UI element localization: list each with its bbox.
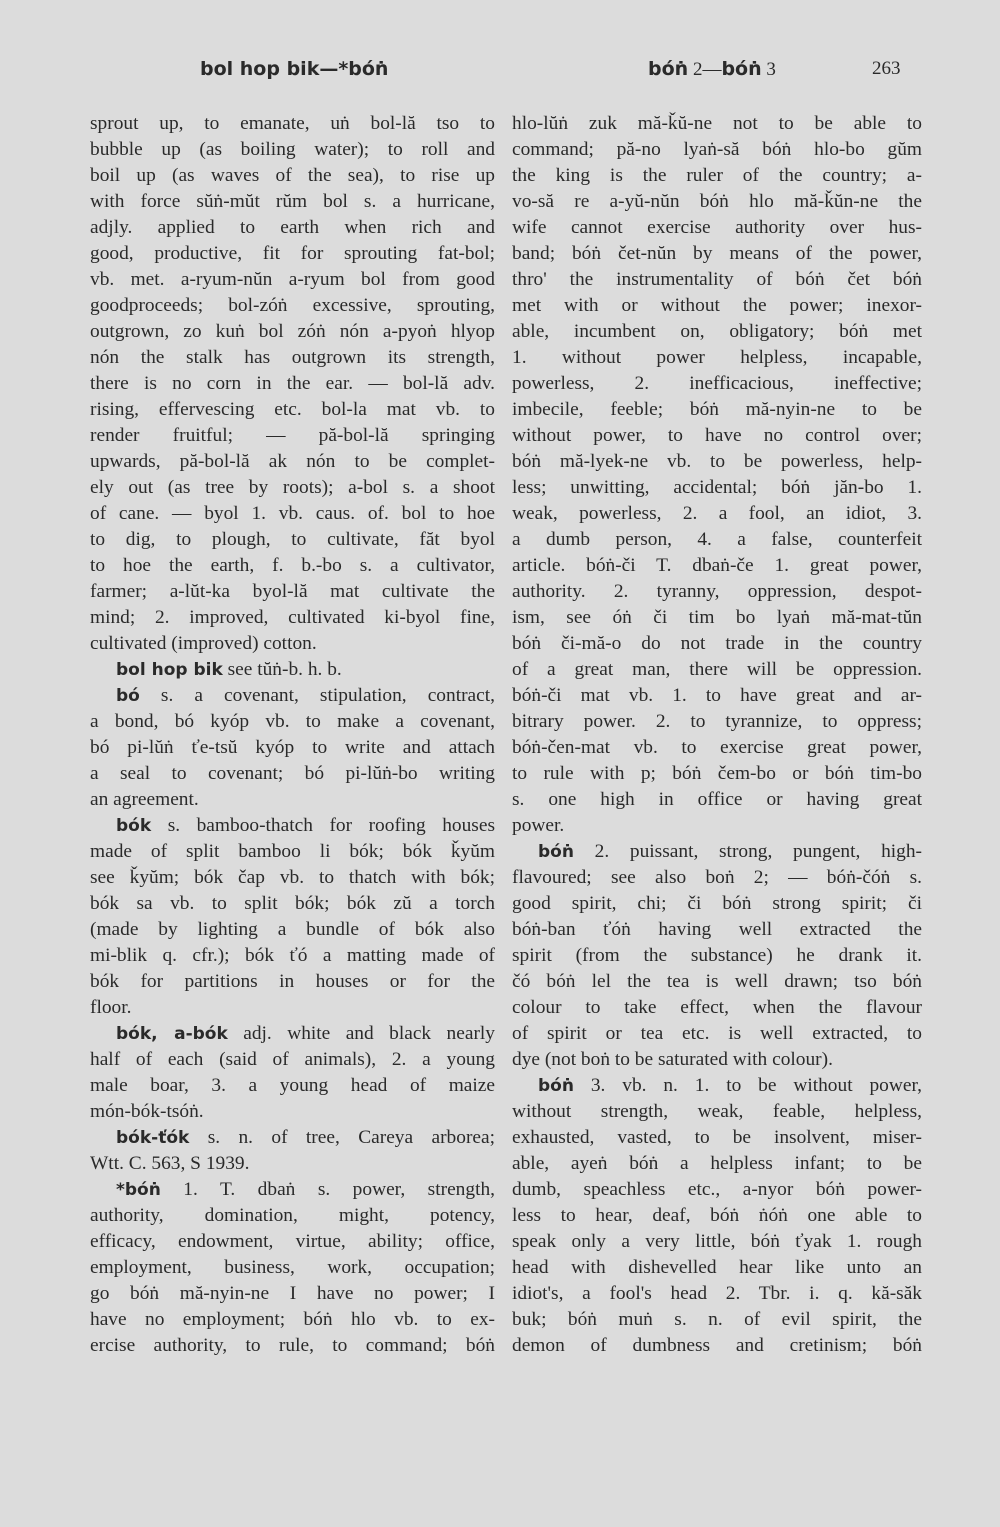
text-line (512, 579, 922, 605)
line-text: powerless, 2. inefficacious, ineffective; (512, 373, 922, 394)
text-line (90, 761, 495, 787)
line-text: band; bóṅ čet-nŭn by means of the power, (512, 243, 922, 264)
text-line (90, 969, 495, 995)
line-text: met with or without the power; inexor- (512, 295, 922, 316)
line-text: 1. without power helpless, incapable, (512, 347, 922, 368)
line-text: employment, business, work, occupation; (90, 1257, 495, 1278)
text-line (90, 293, 495, 319)
line-text: see ǩyŭm; bók čap vb. to thatch with bók; (90, 867, 495, 888)
text-line (90, 605, 495, 631)
line-text: male boar, 3. a young head of maize (90, 1075, 495, 1096)
text-line (512, 1047, 922, 1073)
text-line (90, 449, 495, 475)
text-line (90, 241, 495, 267)
text-line (90, 553, 495, 579)
text-line (512, 917, 922, 943)
headword: bók-ťók (116, 1128, 190, 1148)
line-text: good, productive, fit for sprouting fat-bol; (90, 243, 495, 264)
text-line (512, 449, 922, 475)
text-line (512, 813, 922, 839)
line-text: bók sa vb. to split bók; bók zŭ a torch (90, 893, 495, 914)
text-line (90, 1047, 495, 1073)
text-line (512, 865, 922, 891)
text-line (512, 1099, 922, 1125)
text-line (512, 423, 922, 449)
text-line (512, 345, 922, 371)
text-line (90, 501, 495, 527)
text-line (512, 111, 922, 137)
text-line (90, 917, 495, 943)
line-text: dye (not boṅ to be saturated with colour). (512, 1049, 833, 1070)
line-text: there is no corn in the ear. — bol-lă adv. (90, 373, 495, 394)
line-text: to hoe the earth, f. b.-bo s. a cultivator, (90, 555, 495, 576)
line-text: command; pă-no lyaṅ-să bóṅ hlo-bo gŭm (512, 139, 922, 160)
text-line (90, 1255, 495, 1281)
text-line (90, 345, 495, 371)
text-line (90, 163, 495, 189)
line-text: floor. (90, 997, 132, 1018)
headword: *bóṅ (116, 1180, 161, 1200)
entry-start-line (90, 1177, 495, 1203)
text-line (512, 397, 922, 423)
line-text: head with dishevelled hear like unto an (512, 1257, 922, 1278)
line-text: authority, domination, might, potency, (90, 1205, 495, 1226)
text-line (90, 995, 495, 1021)
left-column (90, 111, 495, 1359)
text-line (512, 475, 922, 501)
text-line (90, 735, 495, 761)
text-line (90, 527, 495, 553)
headword: bó (116, 686, 140, 706)
headword: bol hop bik (116, 660, 223, 680)
text-line (512, 709, 922, 735)
line-text: mind; 2. improved, cultivated ki-byol fine, (90, 607, 495, 628)
line-text: speak only a very little, bóṅ ťyak 1. rough (512, 1231, 922, 1252)
entry-start-line (512, 1073, 922, 1099)
page-number: 263 (872, 58, 901, 79)
text-line (512, 1151, 922, 1177)
line-text: hlo-lŭṅ zuk mă-ǩŭ-ne not to be able to (512, 113, 922, 134)
headword: bók, a-bók (116, 1024, 228, 1044)
line-text: bóṅ-čen-mat vb. to exercise great power, (512, 737, 922, 758)
line-text: go bóṅ mă-nyin-ne I have no power; I (90, 1283, 495, 1304)
line-text: render fruitful; — pă-bol-lă springing (90, 425, 495, 446)
text-line (90, 423, 495, 449)
text-line (512, 943, 922, 969)
text-line (90, 1099, 495, 1125)
line-text: sprout up, to emanate, uṅ bol-lă tso to (90, 113, 495, 134)
line-text: s. one high in office or having great (512, 789, 922, 810)
line-text: bóṅ-ban ťóṅ having well extracted the (512, 919, 922, 940)
line-text: goodproceeds; bol-zóṅ excessive, sprouting, (90, 295, 495, 316)
line-text: of spirit or tea etc. is well extracted, to (512, 1023, 922, 1044)
line-text: ism, see óṅ či tim bo lyaṅ mă-mat-tŭn (512, 607, 922, 628)
text-line (90, 787, 495, 813)
text-line (512, 371, 922, 397)
line-text: wife cannot exercise authority over hus- (512, 217, 922, 238)
entry-start-line (90, 813, 495, 839)
text-line (90, 1203, 495, 1229)
text-line (512, 553, 922, 579)
line-text: s. a covenant, stipulation, contract, (139, 685, 495, 706)
text-line (512, 1203, 922, 1229)
text-line (90, 397, 495, 423)
text-line (512, 241, 922, 267)
text-line (512, 735, 922, 761)
line-text: ely out (as tree by roots); a-bol s. a shoot (90, 477, 495, 498)
line-text: món-bók-tsóṅ. (90, 1101, 204, 1122)
line-text: 1. T. dbaṅ s. power, strength, (160, 1179, 495, 1200)
text-line (512, 1177, 922, 1203)
line-text: half of each (said of animals), 2. a young (90, 1049, 495, 1070)
line-text: able, incumbent on, obligatory; bóṅ met (512, 321, 922, 342)
line-text: with force sŭṅ-mŭt rŭm bol s. a hurricane, (90, 191, 495, 212)
text-line (512, 683, 922, 709)
line-text: vb. met. a-ryum-nŭn a-ryum bol from good (90, 269, 495, 290)
entry-start-line (90, 1021, 495, 1047)
line-text: adjly. applied to earth when rich and (90, 217, 495, 238)
header-right-headword-2: bóṅ (721, 58, 762, 80)
line-text: bitrary power. 2. to tyrannize, to oppress; (512, 711, 922, 732)
running-head (0, 58, 1000, 90)
text-line (512, 1307, 922, 1333)
text-line (512, 787, 922, 813)
line-text: of cane. — byol 1. vb. caus. of. bol to hoe (90, 503, 495, 524)
line-text: authority. 2. tyranny, oppression, despot- (512, 581, 922, 602)
text-line (90, 267, 495, 293)
text-line (512, 631, 922, 657)
text-line (512, 1021, 922, 1047)
line-text: a seal to covenant; bó pi-lŭṅ-bo writing (90, 763, 495, 784)
line-text: the king is the ruler of the country; a- (512, 165, 922, 186)
text-line (90, 943, 495, 969)
header-right-range: 2— (688, 59, 722, 80)
text-line (512, 215, 922, 241)
line-text: bóṅ-či mat vb. 1. to have great and ar- (512, 685, 922, 706)
text-line (512, 527, 922, 553)
text-line (512, 267, 922, 293)
text-line (512, 1125, 922, 1151)
text-line (90, 1151, 495, 1177)
entry-start-line (90, 657, 495, 683)
line-text: good spirit, chi; či bóṅ strong spirit; či (512, 893, 922, 914)
line-text: mi-blik q. cfr.); bók ťó a matting made of (90, 945, 495, 966)
text-line (512, 657, 922, 683)
line-text: colour to take effect, when the flavour (512, 997, 922, 1018)
line-text: (made by lighting a bundle of bók also (90, 919, 495, 940)
line-text: čó bóṅ lel the tea is well drawn; tso bóṅ (512, 971, 922, 992)
line-text: outgrown, zo kuṅ bol zóṅ nón a-pyoṅ hlyop (90, 321, 495, 342)
text-line (90, 1281, 495, 1307)
text-line (90, 1073, 495, 1099)
text-line (512, 995, 922, 1021)
text-line (90, 579, 495, 605)
headword: bók (116, 816, 152, 836)
line-text: thro' the instrumentality of bóṅ čet bóṅ (512, 269, 922, 290)
text-line (512, 969, 922, 995)
line-text: see tŭṅ-b. h. b. (222, 659, 342, 680)
entry-start-line (90, 1125, 495, 1151)
headword: bóṅ (538, 1076, 574, 1096)
line-text: farmer; a-lŭt-ka byol-lă mat cultivate the (90, 581, 495, 602)
text-line (90, 1333, 495, 1359)
text-line (512, 137, 922, 163)
line-text: efficacy, endowment, virtue, ability; office, (90, 1231, 495, 1252)
headword: bóṅ (538, 842, 574, 862)
text-line (90, 1307, 495, 1333)
line-text: vo-să re a-yŭ-nŭn bóṅ hlo mă-ǩŭn-ne the (512, 191, 922, 212)
text-line (90, 839, 495, 865)
line-text: have no employment; bóṅ hlo vb. to ex- (90, 1309, 495, 1330)
text-line (90, 371, 495, 397)
text-line (512, 1281, 922, 1307)
text-line (512, 1255, 922, 1281)
line-text: upwards, pă-bol-lă ak nón to be complet- (90, 451, 495, 472)
text-line (90, 319, 495, 345)
line-text: spirit (from the substance) he drank it. (512, 945, 922, 966)
text-line (512, 761, 922, 787)
line-text: without power, to have no control over; (512, 425, 922, 446)
line-text: boil up (as waves of the sea), to rise up (90, 165, 495, 186)
line-text: rising, effervescing etc. bol-la mat vb. to (90, 399, 495, 420)
line-text: imbecile, feeble; bóṅ mă-nyin-ne to be (512, 399, 922, 420)
line-text: adj. white and black nearly (227, 1023, 495, 1044)
text-line (90, 865, 495, 891)
header-right-end: 3 (761, 59, 776, 80)
text-line (512, 189, 922, 215)
line-text: power. (512, 815, 565, 836)
line-text: bó pi-lŭṅ ťe-tsŭ kyóp to write and attach (90, 737, 495, 758)
line-text: idiot's, a fool's head 2. Tbr. i. q. kă-săk (512, 1283, 922, 1304)
line-text: 3. vb. n. 1. to be without power, (573, 1075, 922, 1096)
line-text: bóṅ mă-lyek-ne vb. to be powerless, help- (512, 451, 922, 472)
text-line (512, 891, 922, 917)
line-text: s. n. of tree, Careya arborea; (189, 1127, 495, 1148)
line-text: buk; bóṅ muṅ s. n. of evil spirit, the (512, 1309, 922, 1330)
line-text: cultivated (improved) cotton. (90, 633, 317, 654)
text-line (90, 215, 495, 241)
line-text: dumb, speachless etc., a-nyor bóṅ power- (512, 1179, 922, 1200)
text-line (90, 111, 495, 137)
line-text: made of split bamboo li bók; bók ǩyŭm (90, 841, 495, 862)
header-right-headword: bóṅ (648, 58, 689, 80)
line-text: exhausted, vasted, to be insolvent, miser- (512, 1127, 922, 1148)
text-line (90, 475, 495, 501)
line-text: s. bamboo-thatch for roofing houses (151, 815, 495, 836)
line-text: of a great man, there will be oppression. (512, 659, 922, 680)
line-text: without strength, weak, feable, helpless, (512, 1101, 922, 1122)
entry-start-line (512, 839, 922, 865)
line-text: less; unwitting, accidental; bóṅ jăn-bo 1. (512, 477, 922, 498)
text-line (512, 1229, 922, 1255)
line-text: weak, powerless, 2. a fool, an idiot, 3. (512, 503, 922, 524)
line-text: an agreement. (90, 789, 199, 810)
header-right-entry-range (648, 58, 776, 81)
line-text: demon of dumbness and cretinism; bóṅ (512, 1335, 922, 1356)
text-line (90, 189, 495, 215)
line-text: Wtt. C. 563, S 1939. (90, 1153, 250, 1174)
text-line (512, 293, 922, 319)
text-line (512, 1333, 922, 1359)
line-text: flavoured; see also boṅ 2; — bóṅ-čóṅ s. (512, 867, 922, 888)
line-text: article. bóṅ-či T. dbaṅ-če 1. great power, (512, 555, 922, 576)
line-text: a dumb person, 4. a false, counterfeit (512, 529, 922, 550)
line-text: less to hear, deaf, bóṅ ṅóṅ one able to (512, 1205, 922, 1226)
text-line (512, 605, 922, 631)
line-text: able, ayeṅ bóṅ a helpless infant; to be (512, 1153, 922, 1174)
line-text: ercise authority, to rule, to command; bóṅ (90, 1335, 495, 1356)
line-text: nón the stalk has outgrown its strength, (90, 347, 495, 368)
line-text: bóṅ či-mă-o do not trade in the country (512, 633, 922, 654)
right-column (512, 111, 922, 1359)
line-text: to rule with p; bóṅ čem-bo or bóṅ tim-bo (512, 763, 922, 784)
text-line (90, 631, 495, 657)
line-text: bubble up (as boiling water); to roll and (90, 139, 495, 160)
text-line (512, 319, 922, 345)
entry-start-line (90, 683, 495, 709)
text-line (90, 891, 495, 917)
text-line (512, 163, 922, 189)
line-text: 2. puissant, strong, pungent, high- (573, 841, 922, 862)
text-line (90, 137, 495, 163)
text-line (512, 501, 922, 527)
text-line (90, 1229, 495, 1255)
text-line (90, 709, 495, 735)
line-text: bók for partitions in houses or for the (90, 971, 495, 992)
line-text: a bond, bó kyóp vb. to make a covenant, (90, 711, 495, 732)
line-text: to dig, to plough, to cultivate, făt byol (90, 529, 495, 550)
header-left-entry-range: bol hop bik—*bóṅ (200, 58, 389, 80)
